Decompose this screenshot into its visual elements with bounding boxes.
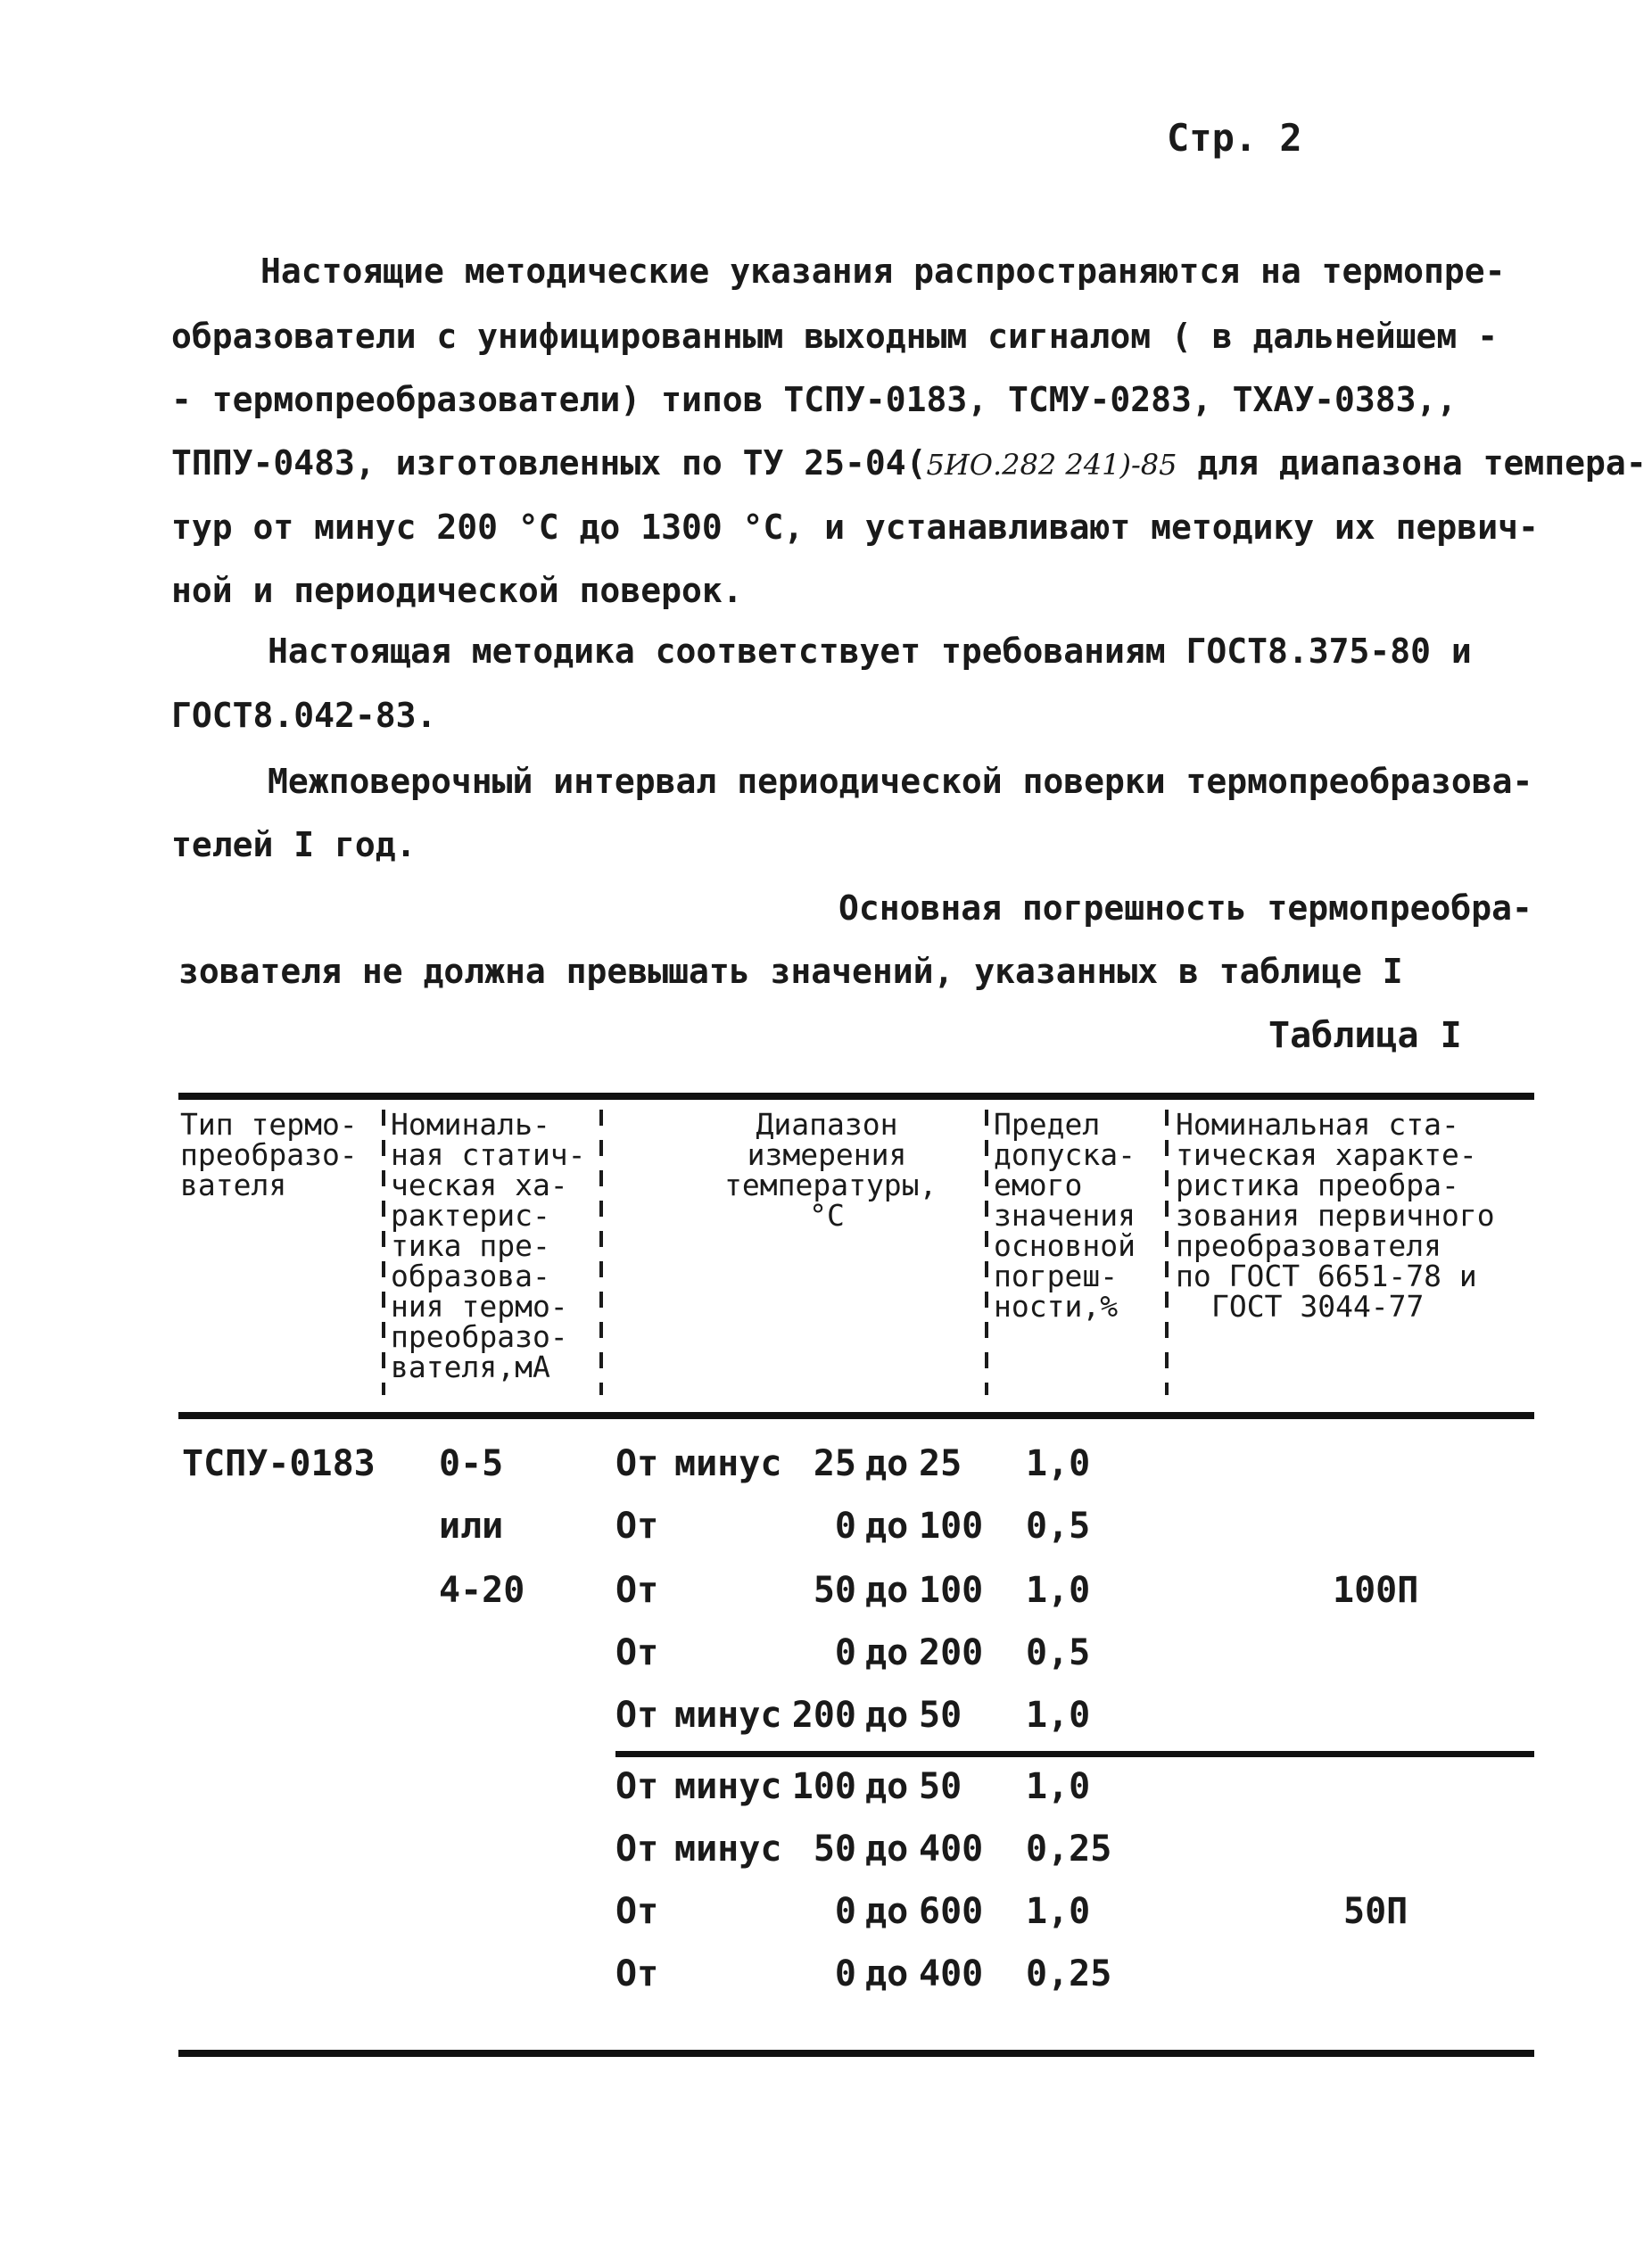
cell-signal: или [439, 1506, 504, 1547]
cell-to: до [865, 1632, 909, 1673]
cell-error: 1,0 [1026, 1891, 1091, 1932]
cell-error: 1,0 [1026, 1766, 1091, 1807]
cell-from: От [615, 1695, 659, 1736]
cell-upper: 50 [919, 1766, 962, 1807]
table-caption: Таблица I [1268, 1015, 1462, 1056]
table-header-rule [178, 1412, 1534, 1419]
cell-lower: 0 [834, 1632, 856, 1673]
header-range-line: измерения [747, 1137, 907, 1172]
cell-from: От [615, 1506, 659, 1547]
header-nsx-line: Номинальная ста- [1176, 1107, 1459, 1142]
cell-lower: 0 [834, 1891, 856, 1932]
cell-to: до [865, 1953, 909, 1994]
cell-upper: 100 [919, 1506, 984, 1547]
cell-upper: 25 [919, 1443, 962, 1484]
cell-to: до [865, 1570, 909, 1611]
handwritten-designation: 5ИО.282 241 [926, 448, 1120, 482]
cell-lower: 100 [791, 1766, 856, 1807]
cell-minus: минус [674, 1695, 782, 1736]
cell-to: до [865, 1766, 909, 1807]
paragraph-1-line-2: образователи с унифицированным выходным сигналом ( в дальнейшем - [171, 317, 1499, 356]
header-tolerance-line: основной [994, 1228, 1136, 1263]
page-number: Стр. 2 [1167, 116, 1302, 160]
paragraph-2-line-1: Настоящая методика соответствует требованиям ГОСТ8.375-80 и [268, 632, 1472, 671]
header-nsx [1176, 1107, 1495, 1324]
handwritten-suffix: )-85 [1119, 448, 1177, 482]
paragraph-1-line-4 [171, 443, 1647, 483]
cell-upper: 50 [919, 1695, 962, 1736]
header-type-line: Тип термо- [180, 1107, 358, 1142]
header-nsx-line: зования первичного [1176, 1198, 1495, 1233]
header-signal-line: рактерис- [391, 1198, 550, 1233]
header-separator-4 [1165, 1110, 1169, 1395]
cell-signal: 0-5 [439, 1443, 504, 1484]
paragraph-1-line-3: - термопреобразователи) типов ТСПУ-0183, ТСМУ-0283, ТХАУ-0383,, [171, 380, 1458, 419]
header-nsx-line: ГОСТ 3044-77 [1211, 1289, 1425, 1324]
paragraph-1-line-4-text: ТППУ-0483, изготовленных по ТУ 25-04( [171, 443, 927, 483]
header-separator-1 [382, 1110, 385, 1395]
cell-error: 0,5 [1026, 1506, 1091, 1547]
header-range-line: °С [809, 1198, 845, 1233]
header-separator-3 [985, 1110, 988, 1395]
header-range-line: Диапазон [756, 1107, 898, 1142]
header-nominal-signal [391, 1107, 586, 1384]
cell-nsx-group-1: 100П [1333, 1570, 1419, 1611]
paragraph-1-line-1: Настоящие методические указания распространяются на термопре- [260, 252, 1506, 291]
cell-error: 1,0 [1026, 1570, 1091, 1611]
cell-lower: 0 [834, 1953, 856, 1994]
paragraph-1-line-6: ной и периодической поверок. [171, 571, 743, 610]
table-bottom-rule [178, 2050, 1534, 2057]
cell-from: От [615, 1829, 659, 1870]
header-separator-2 [599, 1110, 603, 1395]
cell-to: до [865, 1443, 909, 1484]
cell-error: 1,0 [1026, 1695, 1091, 1736]
cell-from: От [615, 1891, 659, 1932]
header-range [724, 1107, 938, 1233]
cell-lower: 50 [813, 1829, 856, 1870]
cell-minus: минус [674, 1443, 782, 1484]
cell-from: От [615, 1443, 659, 1484]
cell-lower: 200 [791, 1695, 856, 1736]
cell-nsx-group-2: 50П [1343, 1891, 1408, 1932]
cell-upper: 400 [919, 1953, 984, 1994]
cell-to: до [865, 1506, 909, 1547]
header-tolerance-line: погреш- [994, 1259, 1119, 1293]
cell-lower: 0 [834, 1506, 856, 1547]
cell-error: 0,25 [1026, 1953, 1112, 1994]
header-tolerance-line: допуска- [994, 1137, 1136, 1172]
cell-error: 0,5 [1026, 1632, 1091, 1673]
cell-from: От [615, 1570, 659, 1611]
header-tolerance-line: емого [994, 1168, 1083, 1202]
cell-upper: 100 [919, 1570, 984, 1611]
header-nsx-line: преобразователя [1176, 1228, 1442, 1263]
paragraph-3-line-1: Межповерочный интервал периодической поверки термопреобразова- [268, 762, 1533, 801]
header-signal-line: преобразо- [391, 1319, 568, 1354]
paragraph-3-line-2: телей I год. [171, 825, 417, 864]
cell-upper: 600 [919, 1891, 984, 1932]
header-signal-line: Номиналь- [391, 1107, 550, 1142]
header-signal-line: образова- [391, 1259, 550, 1293]
paragraph-2-line-2: ГОСТ8.042-83. [171, 696, 437, 735]
header-nsx-line: ристика преобра- [1176, 1168, 1459, 1202]
header-signal-line: ния термо- [391, 1289, 568, 1324]
header-nsx-line: по ГОСТ 6651-78 и [1176, 1259, 1477, 1293]
header-type [180, 1107, 358, 1202]
header-signal-line: ная статич- [391, 1137, 586, 1172]
cell-to: до [865, 1695, 909, 1736]
header-signal-line: вателя,мА [391, 1350, 550, 1384]
header-signal-line: ческая ха- [391, 1168, 568, 1202]
cell-error: 1,0 [1026, 1443, 1091, 1484]
header-tolerance-line: Предел [994, 1107, 1101, 1142]
cell-lower: 50 [813, 1570, 856, 1611]
header-nsx-line: тическая характе- [1176, 1137, 1477, 1172]
cell-minus: минус [674, 1766, 782, 1807]
cell-type: ТСПУ-0183 [182, 1443, 376, 1484]
table-group-divider [615, 1751, 1534, 1757]
cell-minus: минус [674, 1829, 782, 1870]
cell-lower: 25 [813, 1443, 856, 1484]
cell-error: 0,25 [1026, 1829, 1112, 1870]
table-top-rule [178, 1093, 1534, 1100]
paragraph-4-line-2: зователя не должна превышать значений, указанных в таблице I [178, 952, 1403, 991]
header-signal-line: тика пре- [391, 1228, 550, 1263]
header-tolerance-line: ности,% [994, 1289, 1119, 1324]
paragraph-1-line-4-tail: для диапазона темпера- [1177, 443, 1647, 483]
header-tolerance-line: значения [994, 1198, 1136, 1233]
header-type-line: вателя [180, 1168, 287, 1202]
cell-to: до [865, 1891, 909, 1932]
cell-from: От [615, 1632, 659, 1673]
cell-from: От [615, 1953, 659, 1994]
header-type-line: преобразо- [180, 1137, 358, 1172]
cell-from: От [615, 1766, 659, 1807]
cell-upper: 400 [919, 1829, 984, 1870]
paragraph-4-line-1: Основная погрешность термопреобра- [838, 888, 1532, 928]
header-tolerance [994, 1107, 1136, 1324]
paragraph-1-line-5: тур от минус 200 °С до 1300 °С, и устанавливают методику их первич- [171, 508, 1539, 547]
cell-to: до [865, 1829, 909, 1870]
cell-signal: 4-20 [439, 1570, 525, 1611]
cell-upper: 200 [919, 1632, 984, 1673]
header-range-line: температуры, [724, 1168, 938, 1202]
